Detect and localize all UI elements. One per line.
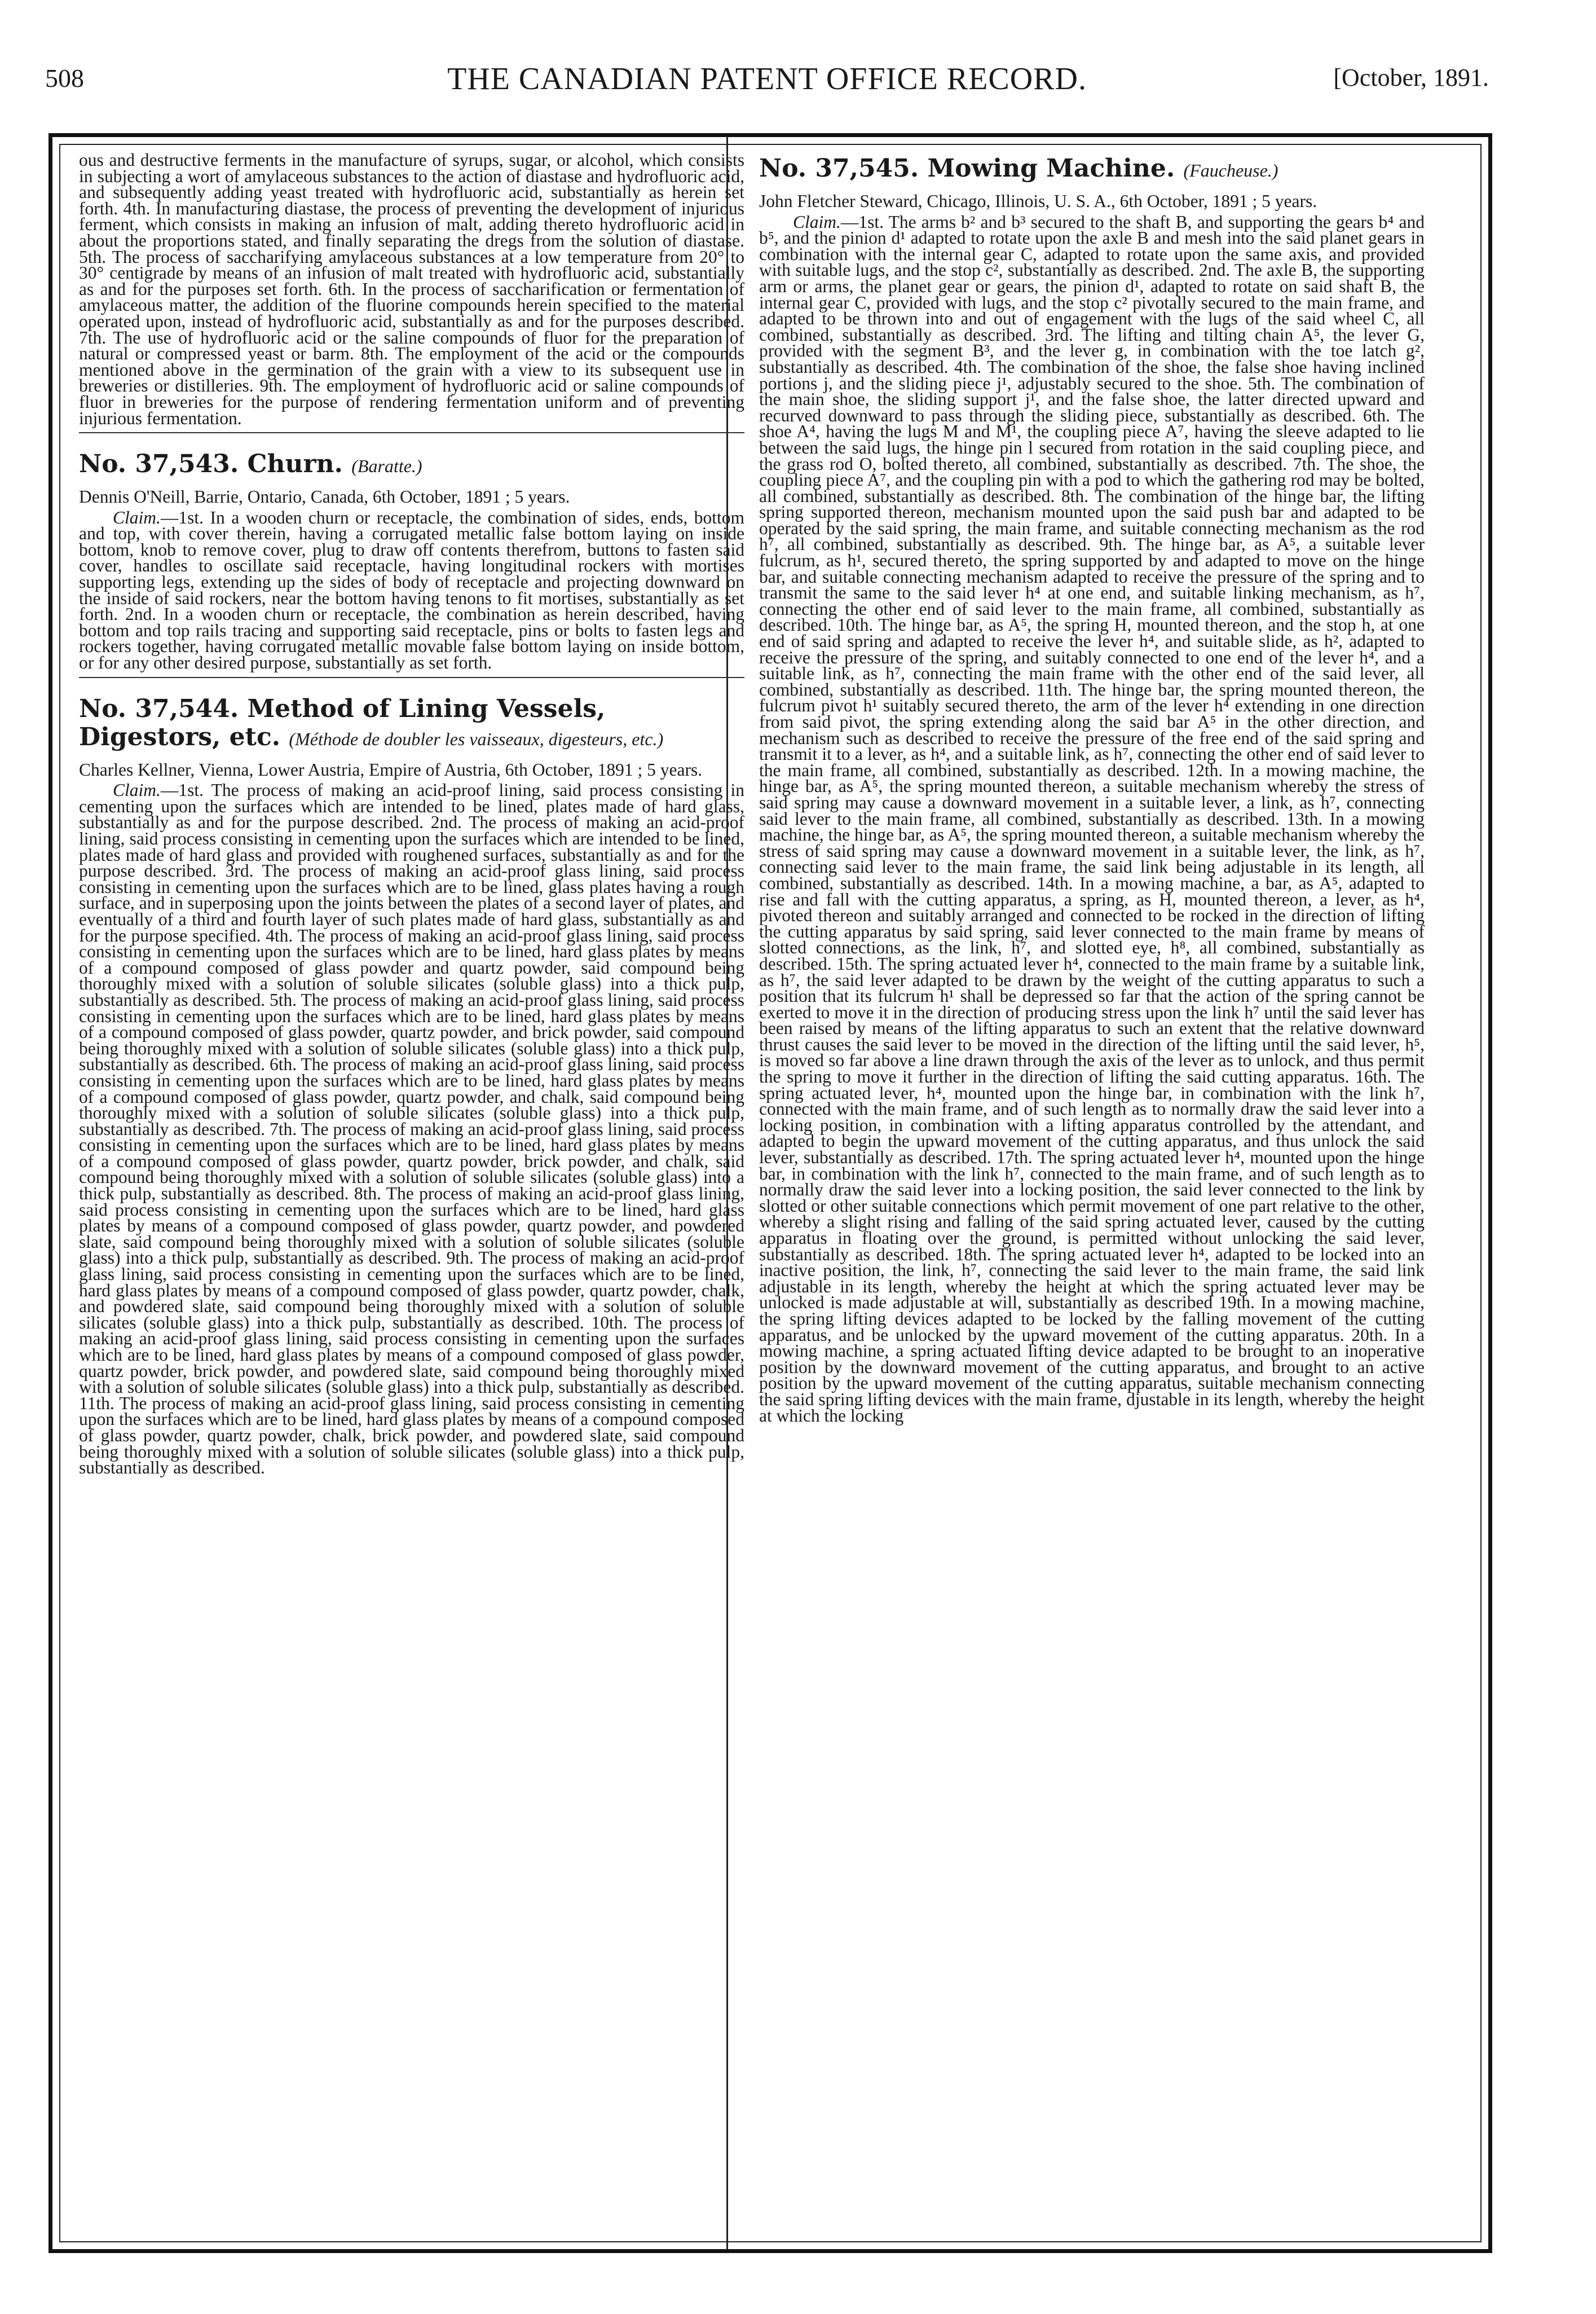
claim-label: Claim.	[113, 507, 161, 527]
section-rule	[79, 677, 744, 678]
inventor-line: John Fletcher Steward, Chicago, Illinois, U. S. A., 6th October, 1891 ; 5 years.	[759, 191, 1317, 211]
patent-title: No. 37,545. Mowing Machine.	[759, 154, 1175, 183]
claim-text	[79, 782, 744, 1476]
patent-heading-37545	[759, 155, 1425, 184]
patent-french-title: (Baratte.)	[351, 456, 422, 477]
page-header	[45, 63, 1489, 108]
patent-french-title: (Faucheuse.)	[1183, 160, 1278, 181]
patent-title: No. 37,544. Method of Lining Vessels, Digestors, etc.	[79, 694, 606, 751]
patent-heading-37543	[79, 450, 744, 480]
claim-label: Claim.	[113, 780, 161, 800]
inventor-line: Charles Kellner, Vienna, Lower Austria, Empire of Austria, 6th October, 1891 ; 5 years.	[79, 759, 703, 780]
inventor-line: Dennis O'Neill, Barrie, Ontario, Canada, 6th October, 1891 ; 5 years.	[79, 487, 570, 507]
claim-body: —1st. In a wooden churn or receptacle, the combination of sides, ends, bottom and top, with cover therein, having a corrugated metallic false bottom laying on inside bottom, knob to remove cover, plug to draw off contents therefrom, buttons to fasten said cover, handles to oscillate said receptacle, having longitudinal rockers with mortises supporting legs, extending up the sides of body of receptacle and projecting downward on the inside of said rockers, near the bottom having tenons to fit mortises, substantially as set forth. 2nd. In a wooden churn or receptacle, the combination as herein described, having bottom and top rails tracing and supporting said receptacle, pins or bolts to fasten legs and rockers together, having corrugated metallic movable false bottom laying on inside bottom, or for any other desired purpose, substantially as set forth.	[79, 507, 744, 673]
right-column	[759, 152, 1425, 2240]
patent-french-title: (Méthode de doubler les vaisseaux, digesteurs, etc.)	[289, 728, 664, 749]
claim-text	[759, 214, 1425, 1424]
claim-text	[79, 507, 744, 673]
patent-title: No. 37,543. Churn.	[79, 450, 343, 479]
claim-body: —1st. The arms b² and b³ secured to the shaft B, and supporting the gears b⁴ and b⁵, and the pinion d¹ adapted to rotate upon the axle B and mesh into the said planet gears in combination with the internal gear C, adapted to rotate upon the same axis, and provided with suitable lugs, and the stop c², substantially as described. 2nd. The axle B, the supporting arm or arms, the planet gear or gears, the pinion d¹, adapted to rotate on said shaft B, the internal gear C, provided with lugs, and the stop c² pivotally secured to the main frame, and adapted to be thrown into and out of engagement with the lugs of the said wheel C, all combined, substantially as described. 3rd. The lifting and tilting chain A⁵, the lever G, provided with the segment B³, and the lever g, in combination with the toe latch g², substantially as described. 4th. The combination of the shoe, the false shoe having inclined portions j, and the sliding piece j¹, adjustably secured to the shoe. 5th. The combination of the main shoe, the sliding support j¹, and the false shoe, the latter directed upward and recurved downward to pass through the sliding piece, substantially as described. 6th. The shoe A⁴, having the lugs M and M¹, the coupling piece A⁷, having the sleeve adapted to lie between the said lugs, the hinge pin l secured from rotation in the said coupling piece, and the grass rod O, bolted thereto, all combined, substantially as described. 7th. The shoe, the coupling piece A⁷, and the coupling pin with a pod to which the gathering rod may be bolted, all combined, substantially as described. 8th. The combination of the hinge bar, the lifting spring supported thereon, mechanism mounted upon the said push bar and adapted to be operated by the said spring, the main frame, and suitable connecting mechanism as the rod h⁷, all combined, substantially as described. 9th. The hinge bar, as A⁵, a suitable lever fulcrum, as h¹, secured thereto, the spring supported by and adapted to move on the hinge bar, and suitable connecting mechanism adapted to receive the pressure of the spring and to transmit the same to the said lever h⁴ at one end, and suitable linking mechanism, as h⁷, connecting the other end of said lever to the main frame, all combined, substantially as described. 10th. The hinge bar, as A⁵, the spring H, mounted thereon, and the stop h, at one end of said spring and adapted to receive the lever h⁴, and suitable slide, as h², adapted to receive the pressure of the spring, and suitably connected to one end of the lever h⁴, and a suitable link, as h⁷, connecting the main frame with the other end of the said lever, all combined, substantially as described. 11th. The hinge bar, the spring mounted thereon, the fulcrum pivot h¹ suitably secured thereto, the arm of the lever h⁴ extending in one direction from said pivot, the spring extending along the said bar A⁵ in the other direction, and mechanism such as described to receive the pressure of the free end of the said spring and transmit it to a lever, as h⁴, and a suitable link, as h⁷, connecting the other end of said lever to the main frame, all combined, substantially as described. 12th. In a mowing machine, the hinge bar, as A⁵, the spring mounted thereon, a suitable mechanism whereby the stress of said spring may cause a downward movement in a suitable lever, a link, as h⁷, connecting said lever to the main frame, all combined, substantially as described. 13th. In a mowing machine, the hinge bar, as A⁵, the spring mounted thereon, a suitable mechanism whereby the stress of said spring may cause a downward movement in a suitable lever, the link, as h⁷, connecting said lever to the main frame, the said link being adjustable in its length, all combined, substantially as described. 14th. In a mowing machine, a bar, as A⁵, adapted to rise and fall with the cutting apparatus, a spring, as H, mounted thereon, a lever, as h⁴, pivoted thereon and suitably arranged and connected to be rocked in the direction of lifting the cutting apparatus by said spring, said lever connected to the main frame by means of slotted connections, as the link, h⁷, and slotted eye, h⁸, all combined, substantially as described. 15th. The spring actuated lever h⁴, connected to the main frame by a suitable link, as h⁷, the said lever adapted to be drawn by the weight of the cutting apparatus to such a position that its fulcrum h¹ shall be depressed so far that the action of the spring cannot be exerted to move it in the direction of producing stress upon the link h⁷ until the said lever has been raised by means of the lifting apparatus to such an extent that the relative downward thrust causes the said lever to be moved in the direction of the lifting until the said lever, h⁵, is moved so far above a line drawn through the axis of the lever as to unlock, and thus permit the spring to move it further in the direction of lifting the said cutting apparatus. 16th. The spring actuated lever, h⁴, mounted upon the hinge bar, in combination with the link h⁷, connected with the main frame, and of such length as to normally draw the said lever into a locking position, in combination with a lifting apparatus controlled by the attendant, and adapted to begin the upward movement of the cutting apparatus, and thus unlock the said lever, substantially as described. 17th. The spring actuated lever h⁴, mounted upon the hinge bar, in combination with the link h⁷, connected to the main frame, and of such length as to normally draw the said lever into a locking position, the said lever connected to the link by slotted or other suitable connections which permit movement of one part relative to the other, whereby a slight rising and falling of the said spring actuated lever, caused by the cutting apparatus in floating over the ground, is permitted without unlocking the said lever, substantially as described. 18th. The spring actuated lever h⁴, adapted to be locked into an inactive position, the link, h⁷, connecting the said lever to the main frame, the said link adjustable in its length, whereby the height at which the spring actuated lever may be unlocked is made adjustable at will, substantially as described 19th. In a mowing machine, the spring lifting devices adapted to be locked by the falling movement of the cutting apparatus, and be unlocked by the upward movement of the cutting apparatus. 20th. In a mowing machine, a spring actuated lifting device adapted to be brought to an inoperative position by the downward movement of the cutting apparatus, and brought to an active position by the upward movement of the cutting apparatus, suitable mechanism connecting the said spring lifting devices with the main frame, djustable in its length, whereby the height at which the locking	[759, 212, 1425, 1426]
page-number: 508	[45, 64, 84, 93]
publication-title: THE CANADIAN PATENT OFFICE RECORD.	[447, 61, 1087, 96]
claim-label: Claim.	[793, 212, 841, 232]
left-column	[79, 152, 744, 2240]
continuation-text: ous and destructive ferments in the manufacture of syrups, sugar, or alcohol, which consists in subjecting a wort of amylaceous substances to the action of diastase and hydrofluoric acid, and subsequently adding yeast treated with hydrofluoric acid, substantially as herein set forth. 4th. In manufacturing diastase, the process of preventing the development of injurious ferment, which consists in making an infusion of malt, adding thereto hydrofluoric acid in about the proportions stated, and finally separating the dregs from the solution of diastase. 5th. The process of saccharifying amylaceous substances at a low temperature from 20° to 30° centigrade by means of an infusion of malt treated with hydrofluoric acid, substantially as and for the purposes set forth. 6th. In the process of saccharification or fermentation of amylaceous matter, the addition of the fluorine compounds herein specified to the material operated upon, instead of hydrofluoric acid, substantially as and for the purposes described. 7th. The use of hydrofluoric acid or the saline compounds of fluor for the preparation of natural or compressed yeast or barm. 8th. The employment of the acid or the compounds mentioned above in the germination of the grain with a view to its subsequent use in breweries or distilleries. 9th. The employment of hydrofluoric acid or saline compounds of fluor in breweries for the purpose of rendering fermentation uniform and of preventing injurious fermentation.	[79, 152, 744, 428]
issue-date: [October, 1891.	[1333, 64, 1489, 91]
claim-body: —1st. The process of making an acid-proof lining, said process consisting in cementing upon the surfaces which are intended to be lined, plates made of hard glass, substantially as and for the purpose described. 2nd. The process of making an acid-proof lining, said process consisting in cementing upon the surfaces which are intended to be lined, plates made of hard glass and provided with roughened surfaces, substantially as and for the purpose described. 3rd. The process of making an acid-proof glass lining, said process consisting in cementing upon the surfaces which are to be lined, glass plates having a rough surface, and in superposing upon the joints between the plates of a second layer of plates, and eventually of a third and fourth layer of such plates made of hard glass, substantially as and for the purpose specified. 4th. The process of making an acid-proof glass lining, said process consisting in cementing upon the surfaces which are to be lined, hard glass plates by means of a compound composed of glass powder and quartz powder, said compound being thoroughly mixed with a solution of soluble silicates (soluble glass) into a thick pulp, substantially as described. 5th. The process of making an acid-proof glass lining, said process consisting in cementing upon the surfaces which are to be lined, hard glass plates by means of a compound composed of glass powder, quartz powder, and brick powder, said compound being thoroughly mixed with a solution of soluble silicates (soluble glass) into a thick pulp, substantially as described. 6th. The process of making an acid-proof glass lining, said process consisting in cementing upon the surfaces which are to be lined, hard glass plates by means of a compound composed of glass powder, quartz powder, and chalk, said compound being thoroughly mixed with a solution of soluble silicates (soluble glass) into a thick pulp, substantially as described. 7th. The process of making an acid-proof glass lining, said process consisting in cementing upon the surfaces which are to be lined, hard glass plates by means of a compound composed of glass powder, quartz powder, brick powder, and chalk, said compound being thoroughly mixed with a solution of soluble silicates (soluble glass) into a thick pulp, substantially as described. 8th. The process of making an acid-proof glass lining, said process consisting in cementing upon the surfaces which are to be lined, hard glass plates by means of a compound composed of glass powder, quartz powder, and powdered slate, said compound being thoroughly mixed with a solution of soluble silicates (soluble glass) into a thick pulp, substantially as described. 9th. The process of making an acid-proof glass lining, said process consisting in cementing upon the surfaces which are to be lined, hard glass plates by means of a compound composed of glass powder, quartz powder, chalk, and powdered slate, said compound being thoroughly mixed with a solution of soluble silicates (soluble glass) into a thick pulp, substantially as described. 10th. The process of making an acid-proof glass lining, said process consisting in cementing upon the surfaces which are to be lined, hard glass plates by means of a compound composed of glass powder, quartz powder, brick powder, and powdered slate, said compound being thoroughly mixed with a solution of soluble silicates (soluble glass) into a thick pulp, substantially as described. 11th. The process of making an acid-proof glass lining, said process consisting in cementing upon the surfaces which are to be lined, hard glass plates by means of a compound composed of glass powder, quartz powder, chalk, brick powder, and powdered slate, said compound being thoroughly mixed with a solution of soluble silicates (soluble glass) into a thick pulp, substantially as described.	[79, 780, 744, 1478]
section-rule	[79, 432, 744, 433]
patent-heading-37544	[79, 695, 744, 753]
